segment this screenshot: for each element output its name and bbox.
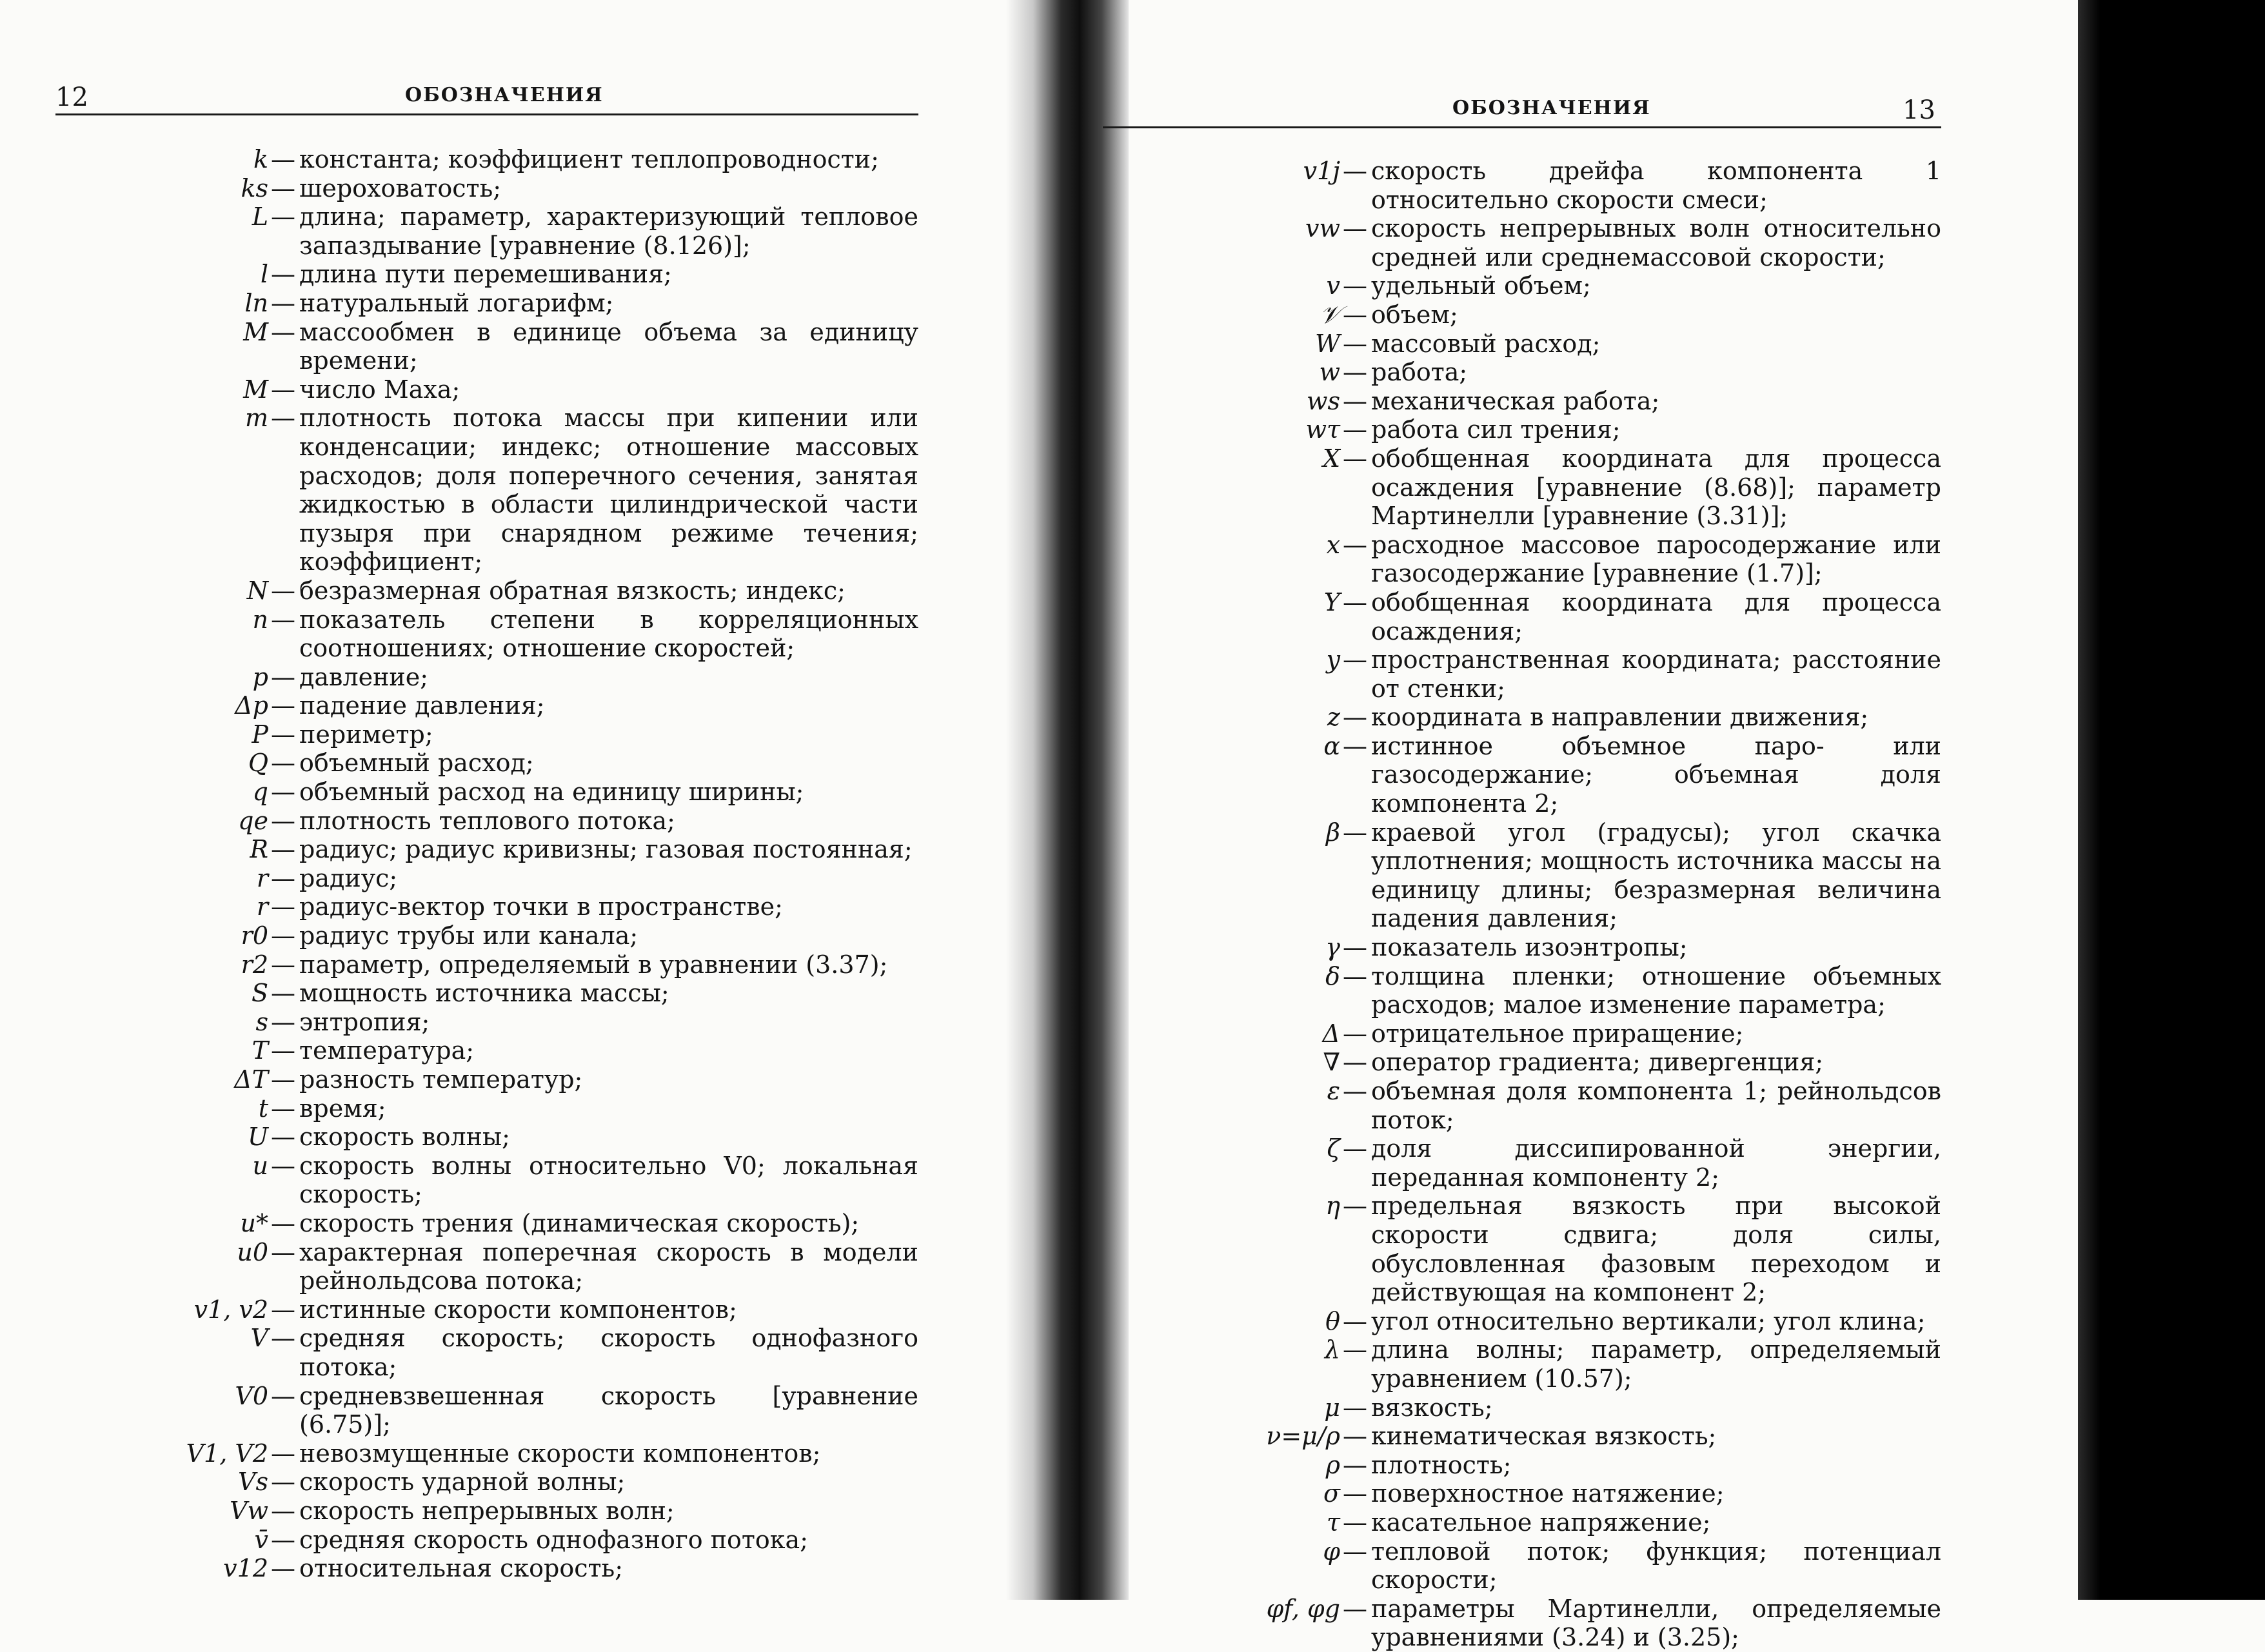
notation-symbol: φf, φg	[1266, 1594, 1340, 1623]
notation-entry	[55, 174, 918, 203]
em-dash: —	[1343, 1048, 1367, 1077]
notation-definition: радиус;	[299, 863, 398, 892]
notation-entry	[1103, 329, 1941, 359]
notation-definition: краевой угол (градусы); угол скачка уплотнения; мощность источника массы на единицу длины; безразмерная величина падения давления;	[1371, 818, 1941, 933]
notation-symbol: Vw	[230, 1496, 268, 1525]
em-dash: —	[1343, 300, 1367, 329]
em-dash: —	[271, 1554, 295, 1583]
em-dash: —	[1343, 1306, 1367, 1335]
notation-symbol: θ	[1325, 1306, 1340, 1335]
em-dash: —	[271, 1496, 295, 1525]
notation-entry	[55, 749, 918, 778]
notation-entry	[55, 778, 918, 807]
notation-definition: вязкость;	[1371, 1393, 1493, 1422]
notation-symbol: s	[255, 1007, 268, 1036]
notation-entry	[1103, 531, 1941, 588]
em-dash: —	[271, 806, 295, 835]
notation-entry	[55, 663, 918, 692]
page-number: 13	[1903, 95, 1935, 125]
notation-entry	[1103, 1451, 1941, 1480]
notation-definition: угол относительно вертикали; угол клина;	[1371, 1306, 1926, 1335]
notation-definition: скорость волны;	[299, 1123, 510, 1152]
notation-definition: массообмен в единице объема за единицу времени;	[299, 317, 918, 375]
notation-symbol: n	[252, 605, 268, 634]
notation-entry	[55, 807, 918, 836]
notation-definition: разность температур;	[299, 1065, 583, 1094]
notation-symbol: P	[252, 720, 268, 749]
notation-entry	[1103, 300, 1941, 329]
notation-definition: предельная вязкость при высокой скорости сдвига; доля силы, обусловленная фазовым переходом и действующая на компонент 2;	[1371, 1192, 1941, 1307]
notation-symbol: ΔT	[234, 1065, 268, 1094]
notation-definition: средняя скорость однофазного потока;	[299, 1525, 809, 1554]
notation-symbol: wτ	[1305, 415, 1340, 444]
notation-symbol: X	[1322, 444, 1340, 473]
notation-entry	[1103, 415, 1941, 444]
notation-definition: безразмерная обратная вязкость; индекс;	[299, 576, 846, 605]
notation-symbol: V0	[235, 1381, 268, 1410]
notation-entry	[1103, 1048, 1941, 1077]
page-header: ОБОЗНАЧЕНИЯ	[1452, 97, 1651, 119]
notation-definition: радиус; радиус кривизны; газовая постоянная;	[299, 835, 913, 864]
notation-symbol: Δp	[235, 691, 268, 720]
em-dash: —	[271, 260, 295, 289]
notation-definition: невозмущенные скорости компонентов;	[299, 1439, 821, 1468]
notation-definition: оператор градиента; дивергенция;	[1371, 1048, 1824, 1077]
em-dash: —	[271, 1007, 295, 1036]
notation-entry	[55, 260, 918, 289]
notation-definition: тепловой поток; функция; потенциал скорости;	[1371, 1537, 1941, 1595]
em-dash: —	[271, 1295, 295, 1324]
em-dash: —	[271, 778, 295, 807]
notation-entry	[55, 605, 918, 663]
notation-definition: шероховатость;	[299, 173, 502, 202]
notation-entry	[55, 864, 918, 893]
notation-definition: относительная скорость;	[299, 1554, 623, 1583]
notation-entry	[55, 1324, 918, 1381]
em-dash: —	[1343, 933, 1367, 962]
notation-symbol: ε	[1327, 1077, 1340, 1105]
notation-entry	[55, 979, 918, 1008]
notation-entry	[55, 1094, 918, 1123]
em-dash: —	[271, 863, 295, 892]
em-dash: —	[1343, 961, 1367, 990]
em-dash: —	[271, 921, 295, 950]
notation-definition: параметры Мартинелли, определяемые уравнениями (3.24) и (3.25);	[1371, 1594, 1941, 1652]
notation-entry	[55, 1382, 918, 1439]
notation-definition: плотность;	[1371, 1450, 1512, 1479]
em-dash: —	[1343, 386, 1367, 415]
notation-entry	[55, 1526, 918, 1555]
notation-symbol: V	[250, 1324, 268, 1353]
notation-symbol: x	[1326, 530, 1340, 559]
em-dash: —	[271, 1065, 295, 1094]
notation-definition: скорость дрейфа компонента 1 относительно скорости смеси;	[1371, 157, 1941, 214]
notation-symbol: u0	[237, 1237, 268, 1266]
notation-definition: характерная поперечная скорость в модели рейнольдсова потока;	[299, 1237, 918, 1295]
notation-entry	[1103, 1537, 1941, 1595]
em-dash: —	[271, 950, 295, 979]
notation-entry	[55, 1497, 918, 1526]
em-dash: —	[1343, 731, 1367, 760]
em-dash: —	[271, 1151, 295, 1180]
notation-symbol: v1, v2	[193, 1295, 268, 1324]
notation-symbol: β	[1326, 818, 1340, 847]
em-dash: —	[1343, 703, 1367, 732]
notation-entry	[1103, 1134, 1941, 1192]
em-dash: —	[271, 1237, 295, 1266]
notation-entry	[55, 404, 918, 576]
notation-symbol: V1, V2	[186, 1439, 268, 1468]
notation-symbol: S	[251, 979, 268, 1008]
header-rule	[55, 113, 918, 115]
notation-symbol: l	[260, 260, 268, 289]
notation-definition: толщина пленки; отношение объемных расходов; малое изменение параметра;	[1371, 961, 1941, 1019]
em-dash: —	[271, 173, 295, 202]
notation-definition: мощность источника массы;	[299, 979, 669, 1008]
em-dash: —	[271, 202, 295, 231]
notation-definition: радиус трубы или канала;	[299, 921, 638, 950]
em-dash: —	[1343, 1335, 1367, 1364]
notation-definition: поверхностное натяжение;	[1371, 1479, 1725, 1508]
notation-entry	[1103, 1393, 1941, 1422]
em-dash: —	[271, 979, 295, 1008]
notation-symbol: M	[243, 375, 268, 404]
notation-definition: давление;	[299, 662, 429, 691]
notation-entry	[1103, 1077, 1941, 1134]
notation-definition: объемный расход на единицу ширины;	[299, 778, 804, 807]
em-dash: —	[271, 605, 295, 634]
em-dash: —	[1343, 1479, 1367, 1508]
right-page	[1006, 0, 2265, 1652]
em-dash: —	[271, 145, 295, 173]
notation-definition: объемный расход;	[299, 749, 534, 778]
em-dash: —	[1343, 329, 1367, 358]
em-dash: —	[271, 1324, 295, 1353]
em-dash: —	[271, 1036, 295, 1065]
notation-definition: радиус-вектор точки в пространстве;	[299, 892, 783, 921]
notation-symbol: m	[244, 404, 268, 433]
notation-entry	[1103, 358, 1941, 387]
notation-definition: скорость непрерывных волн относительно средней или среднемассовой скорости;	[1371, 214, 1941, 271]
em-dash: —	[1343, 1192, 1367, 1221]
notation-symbol: τ	[1326, 1508, 1340, 1537]
notation-definition: истинные скорости компонентов;	[299, 1295, 737, 1324]
notation-symbol: p	[252, 662, 268, 691]
notation-definition: объемная доля компонента 1; рейнольдсов поток;	[1371, 1077, 1941, 1134]
notation-entry	[1103, 387, 1941, 416]
notation-entry	[55, 1123, 918, 1152]
notation-symbol: z	[1327, 703, 1340, 732]
notation-entry	[55, 1209, 918, 1238]
notation-symbol: v1j	[1303, 157, 1340, 185]
em-dash: —	[271, 691, 295, 720]
notation-definition: энтропия;	[299, 1007, 430, 1036]
notation-symbol: t	[258, 1094, 268, 1123]
notation-symbol: r	[256, 863, 268, 892]
notation-symbol: r0	[241, 921, 268, 950]
notation-entry	[1103, 1335, 1941, 1393]
notation-symbol: v12	[223, 1554, 268, 1583]
notation-entry	[1103, 157, 1941, 214]
notation-definition: длина пути перемешивания;	[299, 260, 672, 289]
notation-entry	[1103, 1307, 1941, 1336]
em-dash: —	[271, 1525, 295, 1554]
notation-definition: плотность теплового потока;	[299, 806, 675, 835]
notation-symbol: σ	[1323, 1479, 1340, 1508]
notation-entry	[55, 202, 918, 260]
notation-symbol: η	[1325, 1192, 1340, 1221]
em-dash: —	[271, 1094, 295, 1123]
notation-definition: работа;	[1371, 358, 1468, 387]
em-dash: —	[271, 662, 295, 691]
notation-entry	[55, 375, 918, 404]
notation-symbol: λ	[1324, 1335, 1340, 1364]
notation-symbol: T	[252, 1036, 268, 1065]
notation-entry	[1103, 214, 1941, 271]
notation-symbol: μ	[1324, 1393, 1340, 1422]
notation-symbol: Y	[1323, 587, 1340, 616]
em-dash: —	[1343, 1537, 1367, 1566]
notation-entry	[55, 318, 918, 375]
em-dash: —	[1343, 1508, 1367, 1537]
notation-definition: массовый расход;	[1371, 329, 1601, 358]
notation-symbol: k	[253, 145, 268, 173]
em-dash: —	[1343, 818, 1367, 847]
notation-symbol: r2	[241, 950, 268, 979]
notation-symbol: M	[243, 317, 268, 346]
notation-definition: скорость волны относительно V0; локальная скорость;	[299, 1151, 918, 1209]
notation-entry	[55, 835, 918, 864]
notation-definition: касательное напряжение;	[1371, 1508, 1711, 1537]
notation-entry	[55, 1439, 918, 1468]
em-dash: —	[1343, 1134, 1367, 1163]
em-dash: —	[1343, 587, 1367, 616]
notation-definition: объем;	[1371, 300, 1458, 329]
notation-definition: пространственная координата; расстояние от стенки;	[1371, 645, 1941, 703]
notation-definition: константа; коэффициент теплопроводности;	[299, 145, 879, 173]
notation-entry	[55, 1238, 918, 1295]
em-dash: —	[1343, 1450, 1367, 1479]
notation-symbol: qe	[238, 806, 268, 835]
em-dash: —	[1343, 1422, 1367, 1451]
notation-entry	[55, 892, 918, 921]
notation-symbol: u	[252, 1151, 268, 1180]
notation-definition: доля диссипированной энергии, переданная компоненту 2;	[1371, 1134, 1941, 1192]
notation-definition: показатель изоэнтропы;	[1371, 933, 1688, 962]
notation-definition: число Маха;	[299, 375, 460, 404]
notation-definition: длина; параметр, характеризующий тепловое запаздывание [уравнение (8.126)];	[299, 202, 918, 260]
notation-entry	[1103, 962, 1941, 1019]
notation-entry	[1103, 703, 1941, 732]
notation-entry	[1103, 1508, 1941, 1537]
em-dash: —	[1343, 157, 1367, 185]
notation-definition: плотность потока массы при кипении или конденсации; индекс; отношение массовых расходов; доля поперечного сечения, занятая жидкостью в области цилиндрической части пузыря при снарядном режиме течения; коэффициент;	[299, 404, 918, 576]
notation-symbol: vw	[1305, 214, 1340, 243]
notation-symbol: ν=μ/ρ	[1266, 1422, 1340, 1451]
notation-definition: работа сил трения;	[1371, 415, 1621, 444]
notation-entry	[55, 1468, 918, 1497]
notation-symbol: α	[1323, 731, 1340, 760]
em-dash: —	[1343, 530, 1367, 559]
notation-symbol: ws	[1306, 386, 1340, 415]
notation-entry	[55, 1554, 918, 1583]
notation-entry	[1103, 1019, 1941, 1048]
notation-entry	[1103, 732, 1941, 818]
notation-symbol: R	[250, 835, 268, 864]
em-dash: —	[271, 1208, 295, 1237]
em-dash: —	[271, 1468, 295, 1497]
notation-symbol: w	[1319, 358, 1340, 387]
em-dash: —	[271, 892, 295, 921]
notation-symbol: q	[252, 778, 268, 807]
em-dash: —	[271, 288, 295, 317]
notation-definition: отрицательное приращение;	[1371, 1019, 1744, 1048]
notation-symbol: r	[256, 892, 268, 921]
notation-definition: периметр;	[299, 720, 433, 749]
notation-entry	[55, 1008, 918, 1037]
notation-definition: падение давления;	[299, 691, 545, 720]
em-dash: —	[271, 576, 295, 605]
em-dash: —	[271, 1123, 295, 1152]
notation-definition: температура;	[299, 1036, 475, 1065]
notation-entry	[1103, 818, 1941, 933]
notation-entry	[55, 921, 918, 950]
notation-definition: скорость непрерывных волн;	[299, 1496, 675, 1525]
em-dash: —	[271, 317, 295, 346]
notation-definition: показатель степени в корреляционных соотношениях; отношение скоростей;	[299, 605, 918, 663]
notation-symbol: φ	[1323, 1537, 1340, 1566]
em-dash: —	[1343, 1393, 1367, 1422]
em-dash: —	[1343, 1019, 1367, 1048]
em-dash: —	[1343, 1594, 1367, 1623]
notation-definition: скорость ударной волны;	[299, 1468, 626, 1497]
em-dash: —	[271, 1381, 295, 1410]
notation-entry	[55, 950, 918, 979]
notation-symbol: Q	[248, 749, 268, 778]
notation-entry	[55, 1295, 918, 1324]
notation-symbol: v	[1326, 271, 1340, 300]
notation-entry	[1103, 588, 1941, 645]
em-dash: —	[1343, 645, 1367, 674]
notation-symbol: ρ	[1325, 1450, 1340, 1479]
notation-definition: координата в направлении движения;	[1371, 703, 1869, 732]
notation-symbol: N	[246, 576, 268, 605]
notation-entry	[1103, 1422, 1941, 1451]
notation-symbol: y	[1326, 645, 1340, 674]
notation-entry	[55, 691, 918, 720]
header-rule	[1103, 126, 1941, 128]
notation-entry	[55, 289, 918, 318]
notation-entry	[55, 720, 918, 749]
notation-entry	[1103, 1595, 1941, 1652]
page-header: ОБОЗНАЧЕНИЯ	[405, 84, 604, 106]
left-page	[0, 0, 1006, 1600]
notation-definition: механическая работа;	[1371, 386, 1660, 415]
notation-entry	[1103, 271, 1941, 300]
notation-definition: обобщенная координата для процесса осаждения [уравнение (8.68)]; параметр Мартинелли [уравнение (3.31)];	[1371, 444, 1941, 531]
notation-symbol: ∇	[1323, 1048, 1340, 1077]
notation-symbol: v̄	[254, 1525, 268, 1554]
notation-symbol: ζ	[1327, 1134, 1340, 1163]
em-dash: —	[1343, 415, 1367, 444]
notation-entry	[55, 1065, 918, 1094]
notation-symbol: Δ	[1322, 1019, 1340, 1048]
em-dash: —	[271, 375, 295, 404]
em-dash: —	[271, 749, 295, 778]
notation-definition: средняя скорость; скорость однофазного потока;	[299, 1324, 918, 1381]
em-dash: —	[1343, 1077, 1367, 1105]
notation-entry	[55, 576, 918, 605]
notation-entry	[1103, 645, 1941, 703]
notation-symbol: Vs	[238, 1468, 268, 1497]
notation-entry	[1103, 933, 1941, 962]
em-dash: —	[1343, 444, 1367, 473]
em-dash: —	[271, 835, 295, 864]
notation-symbol: 𝒱	[1320, 300, 1340, 329]
em-dash: —	[271, 404, 295, 433]
notation-list	[1103, 157, 1941, 1652]
notation-list	[55, 145, 918, 1583]
notation-symbol: ks	[241, 173, 268, 202]
em-dash: —	[1343, 214, 1367, 243]
page-number: 12	[55, 83, 88, 112]
notation-definition: обобщенная координата для процесса осаждения;	[1371, 587, 1941, 645]
notation-entry	[1103, 444, 1941, 531]
notation-definition: длина волны; параметр, определяемый уравнением (10.57);	[1371, 1335, 1941, 1393]
notation-definition: натуральный логарифм;	[299, 288, 614, 317]
notation-symbol: L	[252, 202, 268, 231]
notation-definition: удельный объем;	[1371, 271, 1591, 300]
notation-entry	[55, 1036, 918, 1065]
em-dash: —	[271, 720, 295, 749]
notation-definition: параметр, определяемый в уравнении (3.37);	[299, 950, 888, 979]
notation-symbol: W	[1314, 329, 1340, 358]
notation-symbol: U	[247, 1123, 268, 1152]
notation-entry	[55, 1152, 918, 1209]
notation-definition: расходное массовое паросодержание или газосодержание [уравнение (1.7)];	[1371, 530, 1941, 588]
notation-symbol: ln	[244, 288, 268, 317]
notation-entry	[1103, 1479, 1941, 1508]
notation-definition: время;	[299, 1094, 386, 1123]
notation-definition: средневзвешенная скорость [уравнение (6.75)];	[299, 1381, 918, 1439]
notation-symbol: γ	[1325, 933, 1340, 962]
em-dash: —	[271, 1439, 295, 1468]
notation-entry	[1103, 1192, 1941, 1306]
notation-definition: кинематическая вязкость;	[1371, 1422, 1717, 1451]
notation-definition: истинное объемное паро- или газосодержание; объемная доля компонента 2;	[1371, 731, 1941, 818]
notation-symbol: δ	[1325, 961, 1340, 990]
notation-entry	[55, 145, 918, 174]
notation-symbol: u*	[240, 1208, 268, 1237]
em-dash: —	[1343, 271, 1367, 300]
em-dash: —	[1343, 358, 1367, 387]
notation-definition: скорость трения (динамическая скорость);	[299, 1208, 860, 1237]
